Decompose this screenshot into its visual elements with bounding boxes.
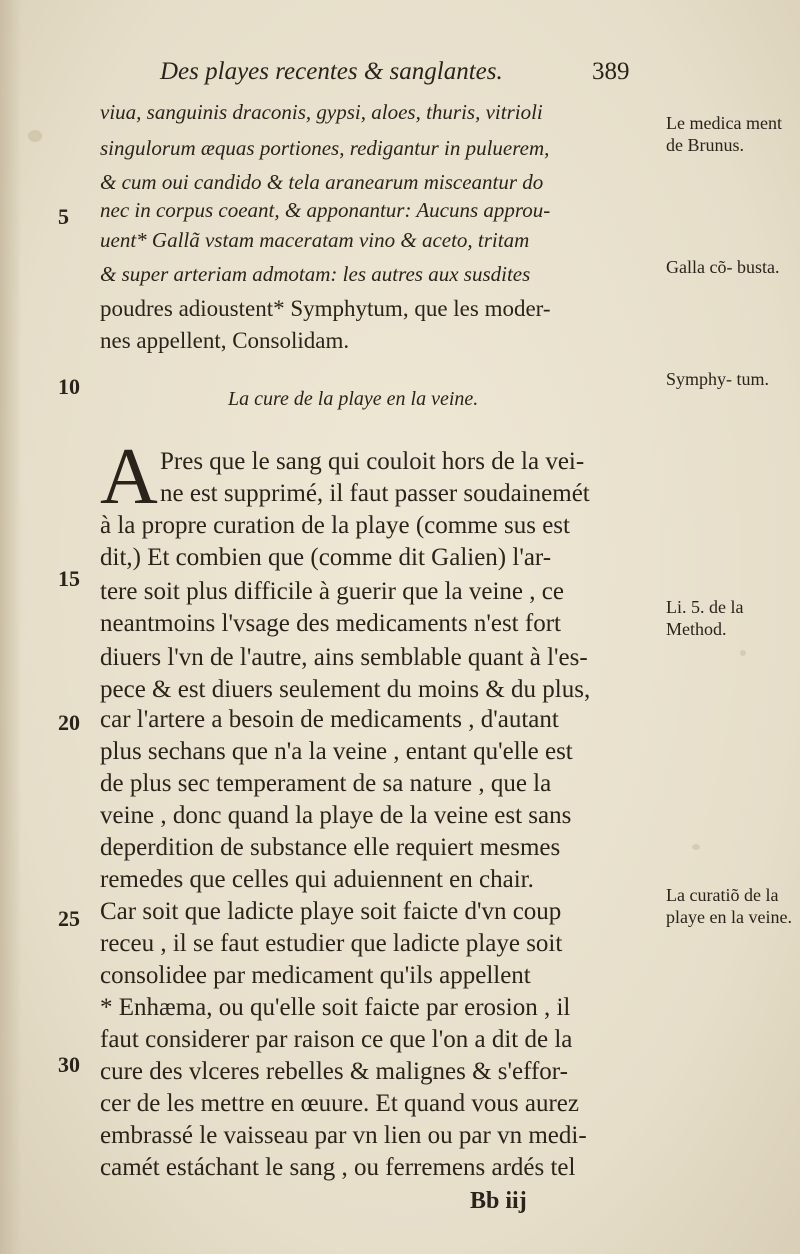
text-line: Car soit que ladicte playe soit faicte d'vn coup	[100, 898, 562, 925]
text-line: tere soit plus difficile à guerir que la veine , ce	[100, 578, 564, 605]
text-line: nes appellent, Consolidam.	[100, 328, 350, 353]
text-line: veine , donc quand la playe de la veine est sans	[100, 802, 572, 829]
page-number: 389	[592, 58, 630, 85]
text-line: & super arteriam admotam: les autres aux susdites	[100, 262, 531, 286]
text-line: cure des vlceres rebelles & malignes & s'effor-	[100, 1058, 568, 1085]
margin-note-method: Li. 5. de la Method.	[666, 597, 744, 639]
text-line: neantmoins l'vsage des medicaments n'est fort	[100, 610, 561, 637]
text-line: singulorum æquas portiones, redigantur in puluerem,	[100, 136, 550, 160]
text-line: viua, sanguinis draconis, gypsi, aloes, thuris, vitrioli	[100, 100, 543, 124]
text-line: ne est supprimé, il faut passer soudainemét	[160, 480, 590, 507]
text-line: cer de les mettre en œuure. Et quand vous aurez	[100, 1090, 579, 1117]
text-line: plus sechans que n'a la veine , entant qu'elle est	[100, 738, 573, 765]
drop-cap-initial: A	[100, 433, 158, 521]
text-line: faut considerer par raison ce que l'on a dit de la	[100, 1026, 573, 1053]
text-line: pece & est diuers seulement du moins & du plus,	[100, 676, 591, 703]
line-number: 10	[58, 374, 80, 399]
signature-mark: Bb iij	[470, 1188, 527, 1214]
text-line: * Enhæma, ou qu'elle soit faicte par erosion , il	[100, 994, 571, 1021]
foxing-spot	[692, 844, 700, 850]
line-number: 25	[58, 906, 80, 931]
text-line: consolidee par medicament qu'ils appellent	[100, 962, 531, 989]
text-line: Pres que le sang qui couloit hors de la vei-	[160, 448, 585, 475]
running-head: Des playes recentes & sanglantes.	[160, 58, 503, 85]
section-heading: La cure de la playe en la veine.	[228, 388, 479, 410]
margin-note-brunus: Le medica ment de Brunus.	[666, 113, 782, 155]
line-number: 20	[58, 710, 80, 735]
text-line: à la propre curation de la playe (comme sus est	[100, 512, 570, 539]
text-line: deperdition de substance elle requiert mesmes	[100, 834, 561, 861]
text-line: receu , il se faut estudier que ladicte playe soit	[100, 930, 563, 957]
margin-note-symphytum: Symphy- tum.	[666, 369, 770, 389]
page-gutter-shadow	[0, 0, 22, 1254]
text-line: dit,) Et combien que (comme dit Galien) l'ar-	[100, 544, 552, 571]
text-line: camét estáchant le sang , ou ferremens ardés tel	[100, 1154, 576, 1181]
foxing-spot	[28, 130, 42, 142]
text-line: car l'artere a besoin de medicaments , d'autant	[100, 706, 559, 733]
text-line: diuers l'vn de l'autre, ains semblable quant à l'es-	[100, 644, 588, 671]
line-number: 5	[58, 204, 69, 229]
text-line: uent* Gallã vstam maceratam vino & aceto, tritam	[100, 228, 530, 252]
text-line: poudres adioustent* Symphytum, que les moder-	[100, 296, 551, 321]
text-line: & cum oui candido & tela aranearum misceantur do	[100, 170, 544, 194]
margin-note-curatio: La curatiõ de la playe en la veine.	[666, 885, 792, 927]
line-number: 30	[58, 1052, 80, 1077]
text-line: remedes que celles qui aduiennent en chair.	[100, 866, 534, 893]
foxing-spot	[740, 650, 746, 656]
text-line: de plus sec temperament de sa nature , que la	[100, 770, 552, 797]
text-line: embrassé le vaisseau par vn lien ou par vn medi-	[100, 1122, 587, 1149]
margin-note-galla: Galla cõ- busta.	[666, 257, 780, 277]
text-line: nec in corpus coeant, & apponantur: Aucuns approu-	[100, 198, 551, 222]
line-number: 15	[58, 566, 80, 591]
